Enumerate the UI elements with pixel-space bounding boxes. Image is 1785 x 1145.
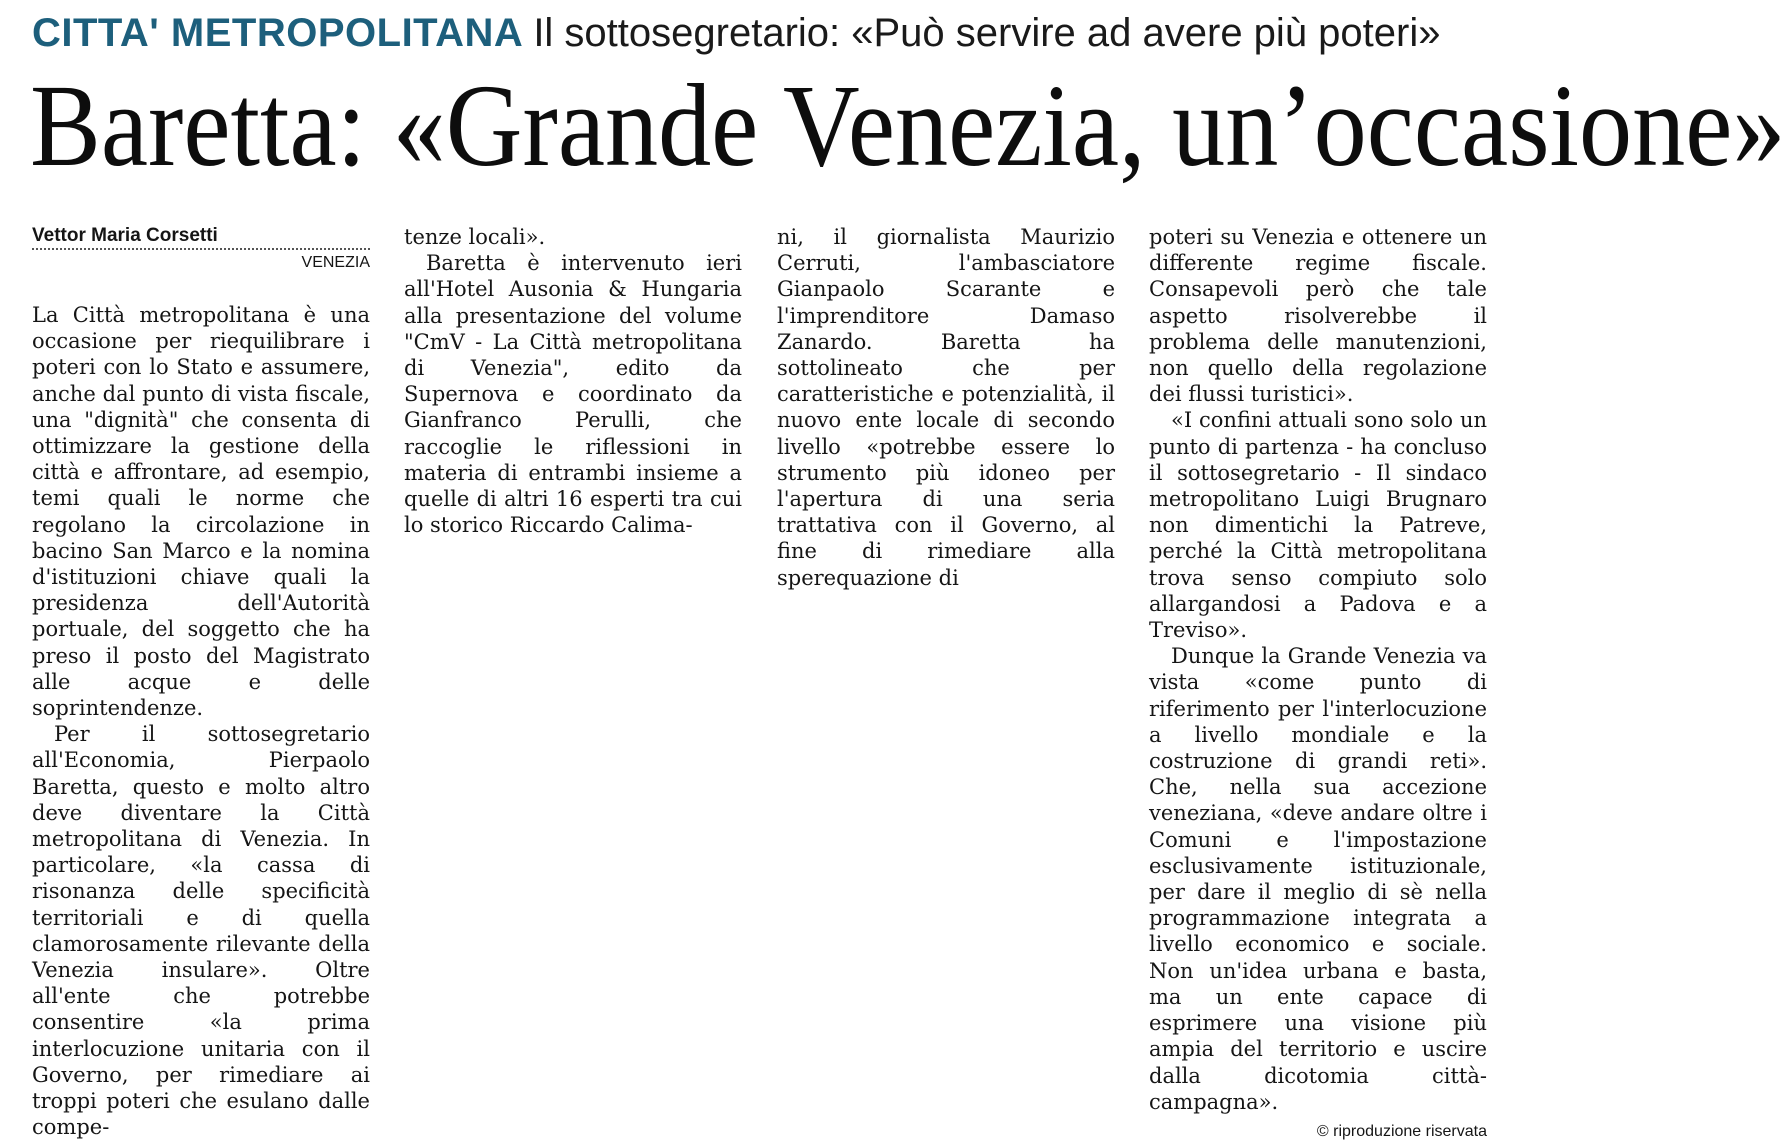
- page-title: Baretta: «Grande Venezia, un’occasione»: [30, 60, 1785, 191]
- paragraph: tenze locali».: [404, 225, 546, 249]
- author-byline: Vettor Maria Corsetti: [32, 224, 370, 250]
- paragraph: Baretta è intervenuto ieri all'Hotel Ausonia & Hungaria alla presentazione del volume "CmV - La Città metropolitana di Venezia", edito da Supernova e coordinato da Gianfranco Perulli, che raccoglie le riflessioni in materia di entrambi insieme a quelle di altri 16 esperti tra cui lo storico Riccardo Calima-: [404, 251, 742, 538]
- paragraph: La Città metropolitana è una occasione per riequilibrare i poteri con lo Stato e assumere, anche dal punto di vista fiscale, una "dignità" che consenta di ottimizzare la gestione della città e affrontare, ad esempio, temi quali le norme che regolano la circolazione in bacino San Marco e la nomina d'istituzioni chiave quali la presidenza dell'Autorità portuale, del soggetto che ha preso il posto del Magistrato alle acque e delle soprintendenze.: [32, 303, 370, 721]
- kicker-subtitle: Il sottosegretario: «Può servire ad avere più poteri»: [533, 11, 1441, 55]
- paragraph: ni, il giornalista Maurizio Cerruti, l'ambasciatore Gianpaolo Scarante e l'imprenditore Damaso Zanardo. Baretta ha sottolineato che per caratteristiche e potenzialità, il nuovo ente locale di secondo livello «potrebbe essere lo strumento più idoneo per l'apertura di una seria trattativa con il Governo, al fine di rimediare alla sperequazione di: [777, 225, 1115, 590]
- paragraph: poteri su Venezia e ottenere un differente regime fiscale. Consapevoli però che tale aspetto risolverebbe il problema delle manutenzioni, non quello della regolazione dei flussi turistici».: [1149, 225, 1487, 407]
- paragraph: «I confini attuali sono solo un punto di partenza - ha concluso il sottosegretario - Il sindaco metropolitano Luigi Brugnaro non dimentichi la Patreve, perché la Città metropolitana trova senso compiuto solo allargandosi a Padova e a Treviso».: [1149, 408, 1487, 643]
- article-column-1: [32, 224, 370, 1141]
- copyright-notice: © riproduzione riservata: [1316, 1122, 1487, 1140]
- section-label: CITTA' METROPOLITANA: [32, 11, 524, 55]
- dateline: VENEZIA: [301, 254, 370, 271]
- article-column-3: [777, 224, 1115, 591]
- article-column-2: [404, 224, 742, 538]
- article-column-4: [1149, 224, 1487, 1145]
- kicker-line: [32, 6, 1532, 60]
- paragraph: Dunque la Grande Venezia va vista «come punto di riferimento per l'interlocuzione a livello mondiale e la costruzione di grandi reti». Che, nella sua accezione veneziana, «deve andare oltre i Comuni e l'impostazione esclusivamente istituzionale, per dare il meglio di sè nella programmazione integrata a livello economico e sociale. Non un'idea urbana e basta, ma un ente capace di esprimere una visione più ampia del territorio e uscire dalla dicotomia città-campagna».: [1149, 644, 1487, 1114]
- paragraph: Per il sottosegretario all'Economia, Pierpaolo Baretta, questo e molto altro deve diventare la Città metropolitana di Venezia. In particolare, «la cassa di risonanza delle specificità territoriali e di quella clamorosamente rilevante della Venezia insulare». Oltre all'ente che potrebbe consentire «la prima interlocuzione unitaria con il Governo, per rimediare ai troppi poteri che esulano dalle compe-: [32, 722, 370, 1140]
